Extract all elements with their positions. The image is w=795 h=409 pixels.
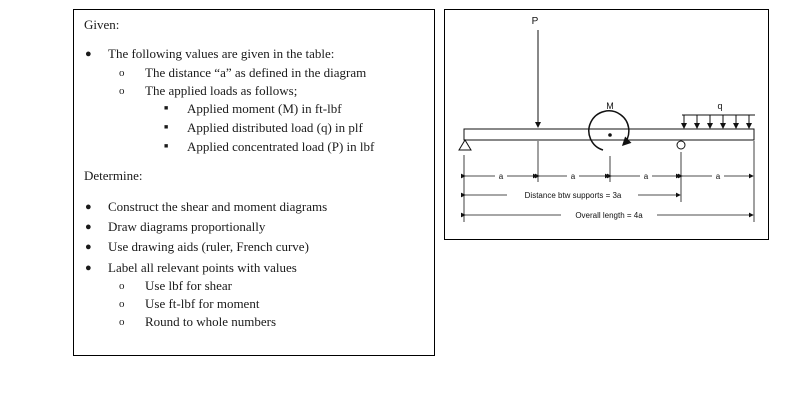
beam-diagram bbox=[445, 10, 770, 241]
bullet-icon: ● bbox=[85, 48, 92, 60]
circle-bullet-icon: o bbox=[119, 85, 125, 97]
beam-diagram-box bbox=[444, 9, 769, 240]
moment-center-dot bbox=[608, 133, 612, 137]
determine-item-1: Construct the shear and moment diagrams bbox=[108, 199, 328, 214]
pin-support bbox=[459, 140, 471, 150]
determine-item-3: Use drawing aids (ruler, French curve) bbox=[108, 239, 309, 254]
bullet-icon: ● bbox=[85, 241, 92, 253]
determine-sub-round: Round to whole numbers bbox=[145, 314, 277, 329]
square-bullet-icon: ■ bbox=[164, 142, 169, 150]
segment-label-a: a bbox=[643, 172, 649, 181]
determine-item-4: Label all relevant points with values bbox=[108, 260, 297, 275]
circle-bullet-icon: o bbox=[119, 67, 125, 79]
determine-item-2: Draw diagrams proportionally bbox=[108, 219, 266, 234]
circle-bullet-icon: o bbox=[119, 280, 125, 292]
segment-label-a: a bbox=[715, 172, 721, 181]
determine-sub-moment: Use ft-lbf for moment bbox=[145, 296, 260, 311]
square-bullet-icon: ■ bbox=[164, 123, 169, 131]
bullet-icon: ● bbox=[85, 221, 92, 233]
support-distance-label: Distance btw supports = 3a bbox=[524, 191, 622, 200]
segment-label-a: a bbox=[570, 172, 576, 181]
given-heading: Given: bbox=[84, 17, 120, 32]
moment-m-label: M bbox=[606, 101, 614, 111]
roller-support bbox=[677, 141, 685, 149]
load-q-label: q bbox=[717, 101, 723, 111]
segment-label-a: a bbox=[498, 172, 504, 181]
square-bullet-icon: ■ bbox=[164, 104, 169, 112]
given-item-1: The following values are given in the table: bbox=[108, 46, 335, 61]
load-item-distributed: Applied distributed load (q) in plf bbox=[187, 120, 363, 135]
bullet-icon: ● bbox=[85, 262, 92, 274]
load-item-concentrated: Applied concentrated load (P) in lbf bbox=[187, 139, 375, 154]
bullet-icon: ● bbox=[85, 201, 92, 213]
load-item-moment: Applied moment (M) in ft-lbf bbox=[187, 101, 342, 116]
given-sub-item-distance: The distance “a” as defined in the diagram bbox=[145, 65, 367, 80]
determine-sub-shear: Use lbf for shear bbox=[145, 278, 232, 293]
distributed-load-arrows bbox=[682, 115, 755, 128]
overall-length-label: Overall length = 4a bbox=[575, 211, 643, 220]
circle-bullet-icon: o bbox=[119, 298, 125, 310]
load-p-label: P bbox=[531, 16, 539, 27]
problem-statement-box bbox=[73, 9, 435, 356]
given-sub-item-loads: The applied loads as follows; bbox=[145, 83, 298, 98]
circle-bullet-icon: o bbox=[119, 316, 125, 328]
dimension-extension-lines bbox=[464, 141, 754, 222]
determine-heading: Determine: bbox=[84, 168, 143, 183]
